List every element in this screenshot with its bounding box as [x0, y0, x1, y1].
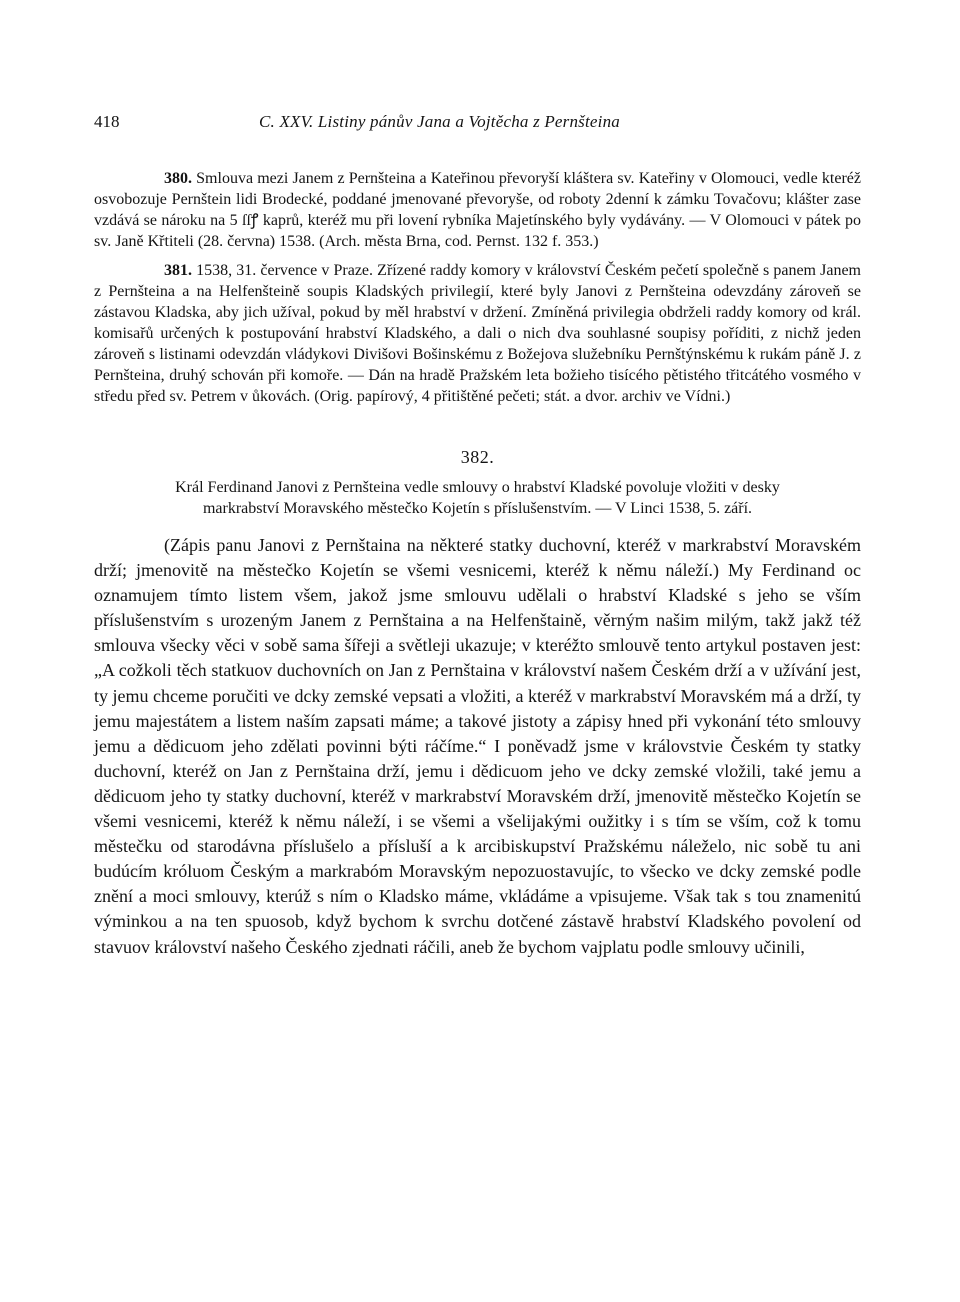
entry-number: 380.: [164, 170, 192, 187]
regest-entry-380: [94, 168, 861, 252]
summary-line-1: Král Ferdinand Janovi z Pernšteina vedle smlouvy o hrabství Kladské povoluje vložiti v desky: [175, 479, 780, 496]
entry-text: Smlouva mezi Janem z Pernšteina a Kateřinou převoryší kláštera sv. Kateřiny v Olomouci, vedle kteréž osvobozuje Pernštein lidi Brodecké, poddané jmenované převoryše, od roboty 2denní k zámku Tovačovu; klášter zase vzdává se nároku na 5 ſſꝭ kaprů, kteréž mu při lovení rybníka Majetínského byly vydávány. — V Olomouci v pátek po sv. Janě Křtiteli (28. června) 1538. (Arch. města Brna, cod. Pernst. 132 f. 353.): [94, 170, 862, 250]
document-body: (Zápis panu Janovi z Pernštaina na některé statky duchovní, kteréž v markrabství Moravském drží; jmenovitě na městečko Kojetín se všemi vesnicemi, kteréž k němu náleží.) My Ferdinand oc oznamujem tímto listem všem, jakož jsme smlouvu udělali o hrabství Kladské s jeho se vším příslušenstvím s urozeným Janem z Pernštaina a na Helfenštaině, věrným našim milým, takž jakž též smlouva všecky věci v sobě sama šířeji a světleji ukazuje; v kteréžto smlouvě tento artykul postaven jest: „A cožkoli těch statkuov duchovních on Jan z Pernštaina v království našem Českém drží a v užívání jest, ty jemu chceme poručiti ve dcky zemské vepsati a vložiti, a kteréž v markrabství Moravském má a drží, ty jemu majestátem a listem naším zapsati máme; a takové jistoty a zápisy hned při vykonání této smlouvy jemu a dědicuom jeho zdělati povinni býti ráčíme.“ I poněvadž jsme v královstvie Českém ty statky duchovní, kteréž on Jan z Pernštaina drží, jemu i dědicuom jeho ve dcky zemské vložili, také jemu a dědicuom jeho ty statky duchovní, kteréž v markrabství Moravském drží, jmenovitě městečko Kojetín se všemi vesnicemi, kteréž k němu náleží, i se všemi a všelijakými oužitky i s tím se vším, což k tomu městečku od starodávna příslušelo a přísluší a k arcibiskupství Pražskému náleželo, nic sobě tu ani budúcím króluom Českým a markrabóm Moravským nepozuostavujíc, to všecko ve dcky zemské podle znění a moci smlouvy, kterúž s ním o Kladsko máme, vkládáme a vpisujeme. Však tak s tou znamenitú výminkou a na ten spuosob, když bychom k svrchu dotčené zástavě hrabství Kladského povolení od stavuov království našeho Českého zjednati ráčili, aneb že bychom vajplatu podle smlouvy učinili,: [94, 535, 861, 957]
document-number: 382.: [460, 447, 495, 467]
running-title: C. XXV. Listiny pánův Jana a Vojtěcha z Pernšteina: [259, 112, 620, 131]
document-page: [94, 112, 861, 960]
entry-text: 1538, 31. července v Praze. Zřízené raddy komory v království Českém pečetí společně s panem Janem z Pernšteina a na Helfenšteině soupis Kladských privilegií, které byly Janovi z Pernšteina odevzdány zároveň se zástavou Kladska, aby jich užíval, pokud by měl hrabství v držení. Zmíněná privilegia obdrželi raddy komory od král. komisařů určených k postupování hrabství Kladského, a dali o nich dva souhlasné soupisy poříditi, z nichž jeden zároveň s listinami odevzdán vládykovi Divišovi Bošinskému z Božejova služebníku Pernštýnskému k rukám páně J. z Pernšteina, druhý schován při komoře. — Dán na hradě Pražském leta božieho tisícého pětistého třitcátého vosmého v středu před sv. Petrem v ůkovách. (Orig. papírový, 4 přitištěné pečeti; stát. a dvor. archiv ve Vídni.): [94, 262, 862, 405]
page-number: 418: [94, 112, 120, 131]
regest-entry-381: [94, 260, 861, 407]
entry-number: 381.: [164, 262, 192, 279]
document-summary: [94, 477, 861, 519]
page-header: [94, 112, 861, 142]
summary-line-2: markrabství Moravského městečko Kojetín s příslušenstvím. — V Linci 1538, 5. září.: [202, 500, 753, 517]
